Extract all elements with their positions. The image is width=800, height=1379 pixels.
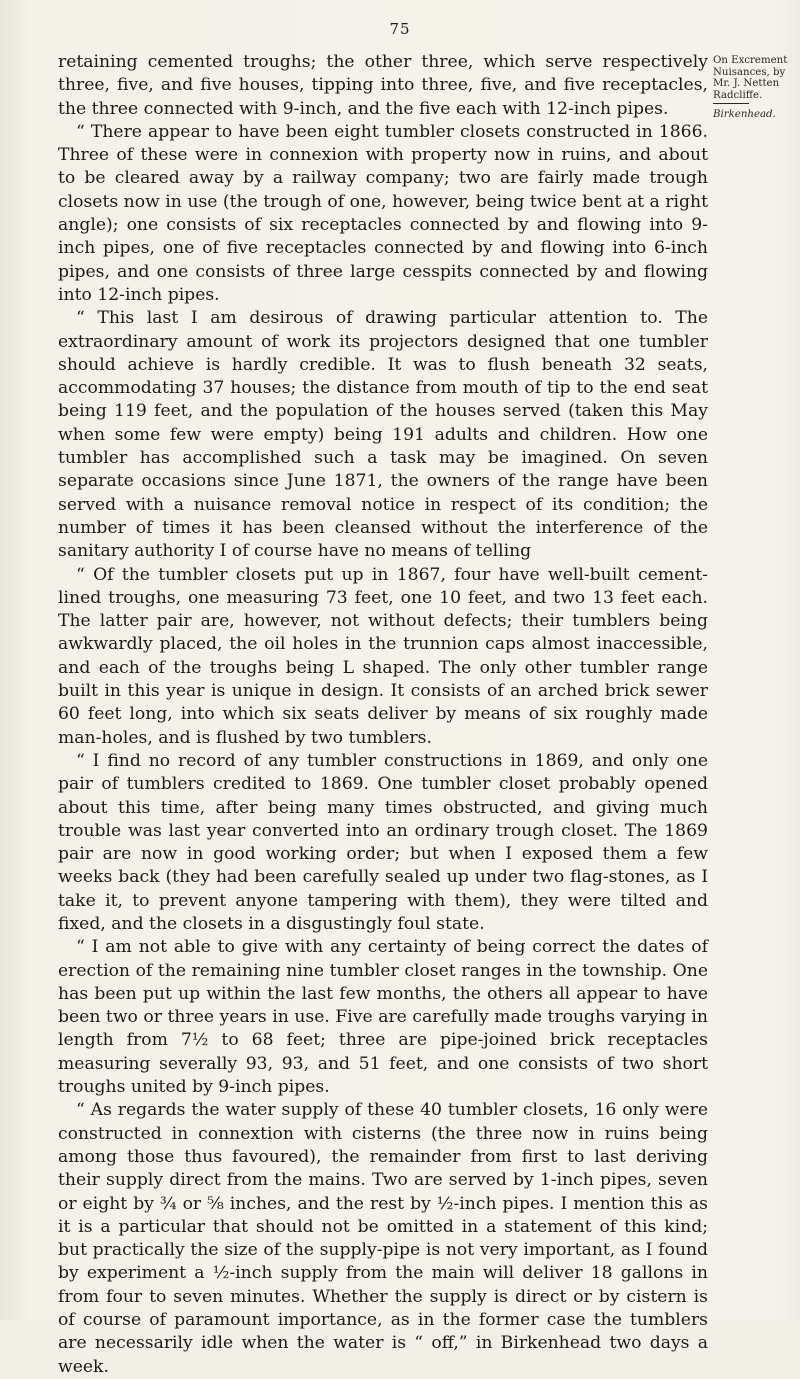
paragraph-5: “ I find no record of any tumbler constructions in 1869, and only one pair of tumblers credited to 1869. One tumbler closet probably opened about this time, after being many times obstructed, and giving much trouble was last year converted into an ordinary trough closet. The 1869 pair are now in good working order; but when I exposed them a few weeks back (they had been carefully sealed up under two flag-stones, as I take it, to prevent anyone tampering with them), they were tilted and fixed, and the closets in a disgustingly foul state. [58, 750, 708, 934]
margin-note-title: On Excrement Nuisances, by Mr. J. Netten Radcliffe. [713, 55, 788, 101]
paragraph-3: “ This last I am desirous of drawing particular attention to. The extraordinary amount of work its projectors designed that one tumbler should achieve is hardly credible. It was to flush beneath 32 seats, accommodating 37 houses; the distance from mouth of tip to the end seat being 119 feet, and the population of the houses served (taken this May when some few were empty) being 191 adults and children. How one tumbler has accomplished such a task may be imagined. On seven separate occasions since June 1871, the owners of the range have been served with a nuisance removal notice in respect of its condition; the number of times it has been cleansed without the interference of the sanitary authority I of course have no means of telling [58, 308, 708, 562]
paragraph-7: “ As regards the water supply of these 40 tumbler closets, 16 only were constructed in connextion with cisterns (the three now in ruins being among those thus favoured), the remainder from first to last deriving their supply direct from the mains. Two are served by 1-inch pipes, seven or eight by ¾ or ⅝ inches, and the rest by ½-inch pipes. I mention this as it is a particular that should not be omitted in a statement of this kind; but practically the size of the supply-pipe is not very important, as I found by experiment a ½-inch supply from the main will deliver 18 gallons in from four to seven minutes. Whether the supply is direct or by cistern is of course of paramount importance, as in the former case the tumblers are necessarily idle when the water is “ off,” in Birkenhead two days a week. [58, 1100, 708, 1377]
paragraph-2: “ There appear to have been eight tumbler closets constructed in 1866. Three of these were in connexion with property now in ruins, and about to be cleared away by a railway company; two are fairly made trough closets now in use (the trough of one, however, being twice bent at a right angle); one consists of six receptacles connected by and flowing into 9-inch pipes, one of five receptacles connected by and flowing into 6-inch pipes, and one consists of three large cesspits connected by and flowing into 12-inch pipes. [58, 121, 708, 305]
margin-note-place: Birkenhead. [713, 109, 776, 120]
margin-note [713, 55, 797, 121]
paragraph-1: retaining cemented troughs; the other three, which serve respectively three, five, and five houses, tipping into three, five, and five receptacles, the three connected with 9-inch, and the five each with 12-inch pipes. [58, 52, 708, 119]
margin-note-rule [713, 103, 749, 104]
page-number: 75 [389, 20, 411, 38]
paragraph-4: “ Of the tumbler closets put up in 1867, four have well-built cement-lined troughs, one measuring 73 feet, one 10 feet, and two 13 feet each. The latter pair are, however, not without defects; their tumblers being awkwardly placed, the oil holes in the trunnion caps almost inaccessible, and each of the troughs being L shaped. The only other tumbler range built in this year is unique in design. It consists of an arched brick sewer 60 feet long, into which six seats deliver by means of six roughly made man-holes, and is flushed by two tumblers. [58, 564, 708, 748]
body-text [58, 51, 708, 1379]
paragraph-6: “ I am not able to give with any certainty of being correct the dates of erection of the remaining nine tumbler closet ranges in the township. One has been put up within the last few months, the others all appear to have been two or three years in use. Five are carefully made troughs varying in length from 7½ to 68 feet; three are pipe-joined brick receptacles measuring severally 93, 93, and 51 feet, and one consists of two short troughs united by 9-inch pipes. [58, 937, 708, 1098]
